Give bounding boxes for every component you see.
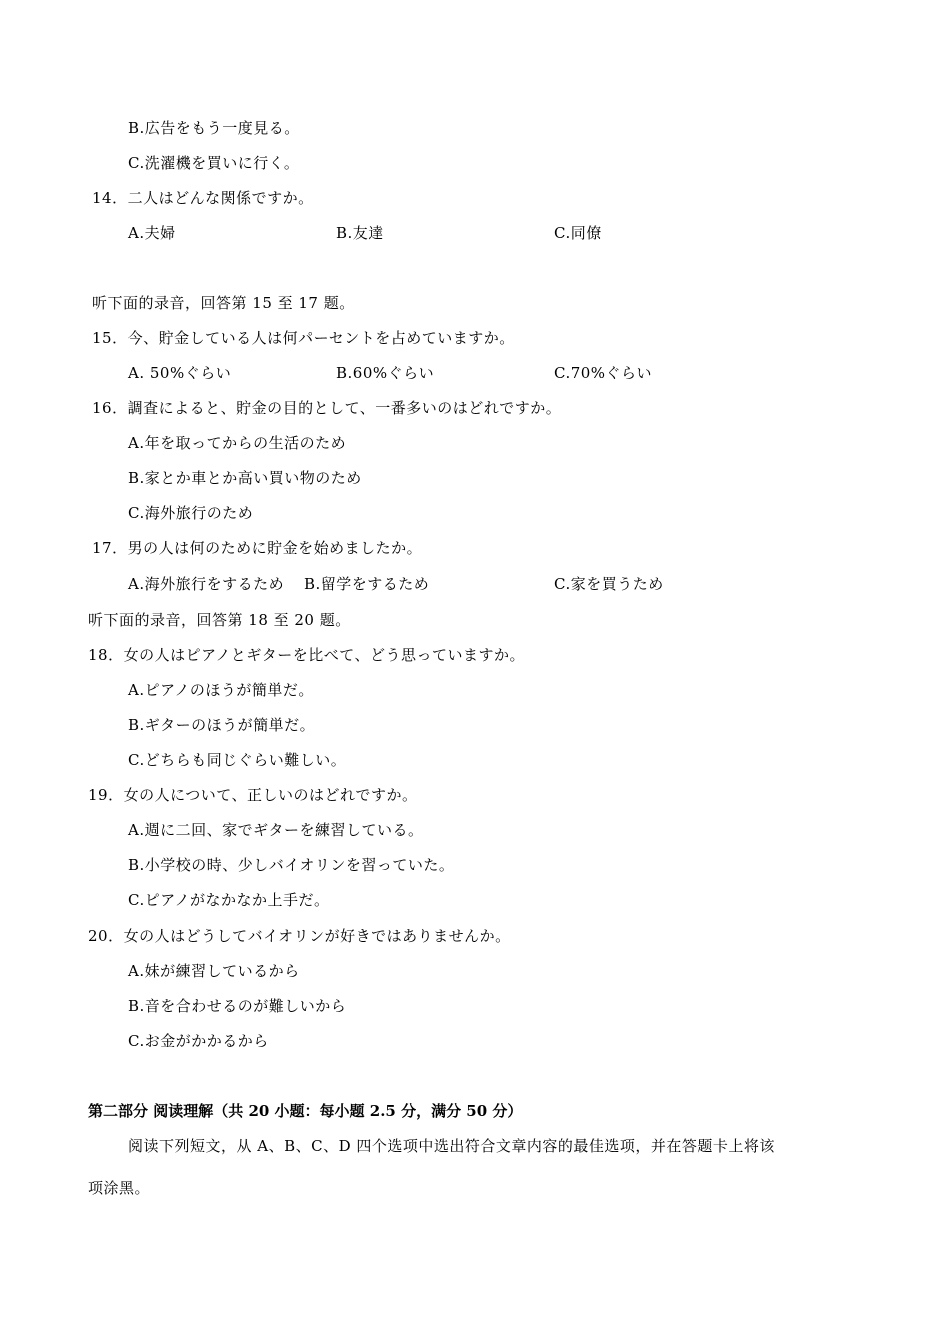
question-15: 15．今、貯金している人は何パーセントを占めていますか。 — [92, 329, 515, 347]
option-15-c: C.70%ぐらい — [554, 364, 653, 382]
option-16-c: C.海外旅行のため — [128, 504, 254, 522]
question-14: 14．二人はどんな関係ですか。 — [92, 189, 314, 207]
option-13-c: C.洗濯機を買いに行く。 — [128, 154, 300, 172]
listening-instruction-18-20: 听下面的录音，回答第 18 至 20 题。 — [88, 611, 351, 629]
option-20-b: B.音を合わせるのが難しいから — [128, 997, 347, 1015]
part2-heading: 第二部分 阅读理解（共 20 小题：每小题 2.5 分，满分 50 分） — [88, 1102, 523, 1120]
part2-instruction-line1: 阅读下列短文，从 A、B、C、D 四个选项中选出符合文章内容的最佳选项，并在答题卡上将该 — [128, 1137, 775, 1155]
option-18-b: B.ギターのほうが簡単だ。 — [128, 716, 316, 734]
option-19-b: B.小学校の時、少しバイオリンを習っていた。 — [128, 856, 455, 874]
option-14-b: B.友達 — [336, 224, 384, 242]
option-18-a: A.ピアノのほうが簡単だ。 — [128, 681, 314, 699]
option-16-b: B.家とか車とか高い買い物のため — [128, 469, 362, 487]
option-19-a: A.週に二回、家でギターを練習している。 — [128, 821, 424, 839]
option-15-b: B.60%ぐらい — [336, 364, 435, 382]
listening-instruction-15-17: 听下面的录音，回答第 15 至 17 题。 — [92, 294, 355, 312]
question-17: 17．男の人は何のために貯金を始めましたか。 — [92, 539, 423, 557]
option-20-c: C.お金がかかるから — [128, 1032, 269, 1050]
part2-instruction-line2: 项涂黑。 — [88, 1179, 151, 1197]
option-14-c: C.同僚 — [554, 224, 602, 242]
option-17-c: C.家を買うため — [554, 575, 664, 593]
option-16-a: A.年を取ってからの生活のため — [128, 434, 347, 452]
option-15-a: A. 50%ぐらい — [128, 364, 232, 382]
option-17-a: A.海外旅行をするため — [128, 575, 285, 593]
question-18: 18．女の人はピアノとギターを比べて、どう思っていますか。 — [88, 646, 525, 664]
option-17-b: B.留学をするため — [304, 575, 430, 593]
question-20: 20．女の人はどうしてバイオリンが好きではありませんか。 — [88, 927, 511, 945]
question-16: 16．調査によると、貯金の目的として、一番多いのはどれですか。 — [92, 399, 562, 417]
option-13-b: B.広告をもう一度見る。 — [128, 119, 300, 137]
option-18-c: C.どちらも同じぐらい難しい。 — [128, 751, 347, 769]
option-20-a: A.妹が練習しているから — [128, 962, 300, 980]
question-19: 19．女の人について、正しいのはどれですか。 — [88, 786, 418, 804]
option-19-c: C.ピアノがなかなか上手だ。 — [128, 891, 330, 909]
option-14-a: A.夫婦 — [128, 224, 176, 242]
